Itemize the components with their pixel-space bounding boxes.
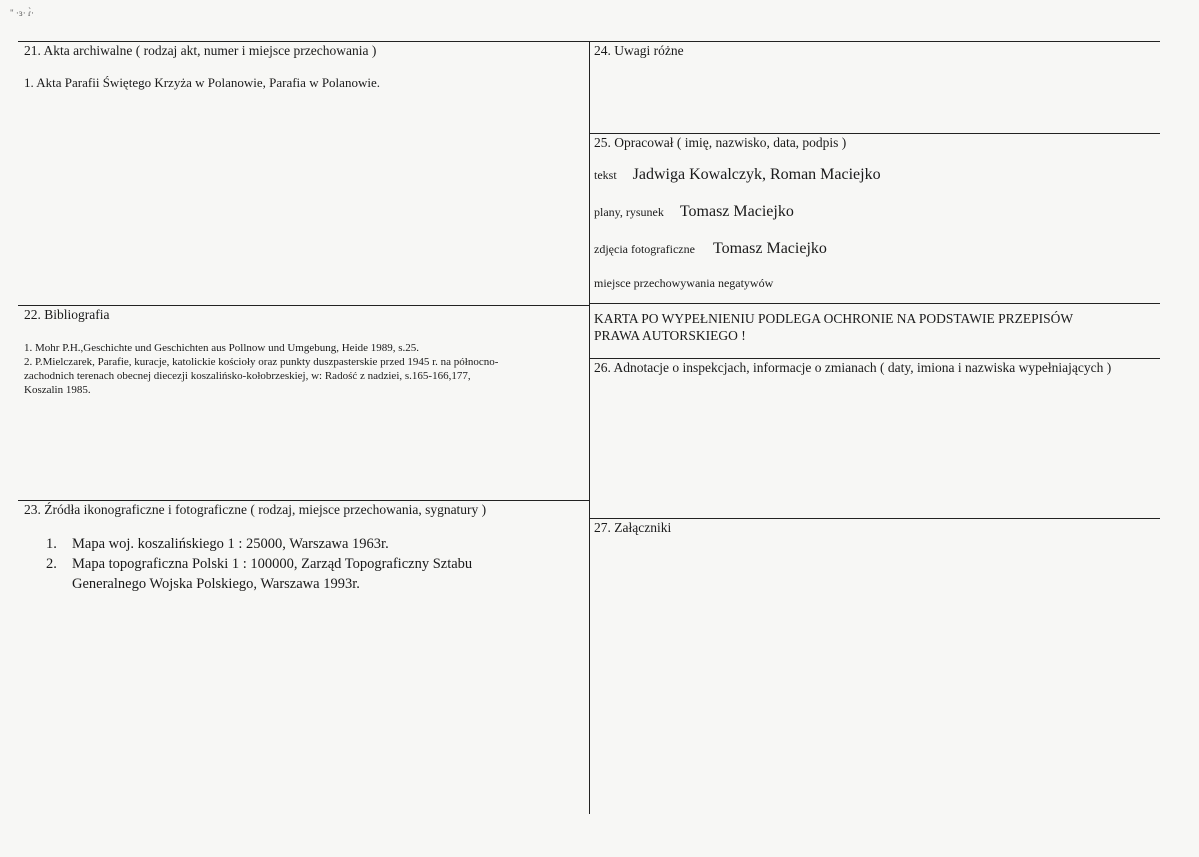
list-item-text: Mapa woj. koszalińskiego 1 : 25000, Warszawa 1963r.: [72, 536, 389, 552]
section-23-header: 23. Źródła ikonograficzne i fotograficzne ( rodzaj, miejsce przechowania, sygnatury ): [24, 502, 487, 517]
bibliography-line: Koszalin 1985.: [24, 384, 91, 396]
list-item: [46, 534, 566, 554]
rule-27: [589, 518, 1160, 519]
plany-label: plany, rysunek: [594, 205, 664, 219]
section-27-header: 27. Załączniki: [594, 520, 672, 535]
tekst-row: [594, 166, 881, 184]
section-26-header: 26. Adnotacje o inspekcjach, informacje o zmianach ( daty, imiona i nazwiska wypełniających ): [594, 360, 1112, 375]
copyright-notice: [594, 310, 1154, 344]
zdjecia-row: [594, 240, 827, 258]
notice-line: PRAWA AUTORSKIEGO !: [594, 328, 746, 343]
zdjecia-value: Tomasz Maciejko: [712, 240, 827, 257]
section-21-item: 1. Akta Parafii Świętego Krzyża w Polanowie, Parafia w Polanowie.: [24, 75, 380, 90]
tekst-label: tekst: [594, 168, 617, 182]
bibliography-line: 2. P.Mielczarek, Parafie, kuracje, katolickie kościoły oraz punkty duszpasterskie przed 1945 r. na północno-: [24, 356, 499, 368]
zdjecia-label: zdjęcia fotograficzne: [594, 242, 695, 256]
negatywy-label: miejsce przechowywania negatywów: [594, 276, 774, 290]
rule-23: [18, 500, 589, 501]
plany-row: [594, 203, 794, 221]
list-item-number: 2.: [46, 556, 57, 572]
section-25-header: 25. Opracował ( imię, nazwisko, data, podpis ): [594, 135, 847, 150]
top-rule-right: [589, 41, 1160, 42]
bibliography-line: zachodnich terenach obecnej diecezji koszalińsko-kołobrzeskiej, w: Radość z nadziei, s.165-166,177,: [24, 370, 471, 382]
rule-26: [589, 358, 1160, 359]
notice-line: KARTA PO WYPEŁNIENIU PODLEGA OCHRONIE NA PODSTAWIE PRZEPISÓW: [594, 311, 1074, 326]
rule-25: [589, 133, 1160, 134]
list-item-text: Generalnego Wojska Polskiego, Warszawa 1993r.: [72, 576, 360, 592]
bibliography-line: 1. Mohr P.H.,Geschichte und Geschichten aus Pollnow und Umgebung, Heide 1989, s.25.: [24, 342, 420, 354]
list-item-text: Mapa topograficzna Polski 1 : 100000, Zarząd Topograficzny Sztabu: [72, 556, 473, 572]
top-rule-left: [18, 41, 589, 42]
center-divider: [589, 41, 590, 814]
section-21-header: 21. Akta archiwalne ( rodzaj akt, numer i miejsce przechowania ): [24, 43, 377, 58]
list-item: [46, 554, 566, 594]
iconography-list: [46, 534, 566, 594]
tekst-value: Jadwiga Kowalczyk, Roman Maciejko: [632, 166, 881, 183]
rule-25-notice: [589, 303, 1160, 304]
section-22-header: 22. Bibliografia: [24, 307, 110, 322]
list-item-number: 1.: [46, 536, 57, 552]
section-24-header: 24. Uwagi różne: [594, 43, 684, 58]
bibliography-list: [24, 341, 584, 397]
corner-marks: " ·ɜ· ɾ̀·: [10, 8, 34, 18]
rule-22: [18, 305, 589, 306]
plany-value: Tomasz Maciejko: [679, 203, 794, 220]
